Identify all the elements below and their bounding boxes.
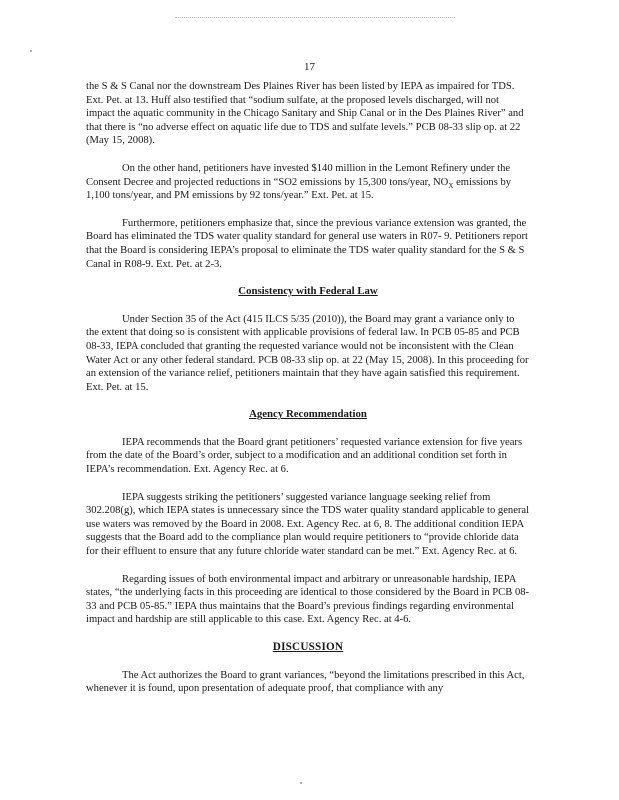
text-line: The Act authorizes the Board to grant variances, “beyond the limitations prescribed in [122, 669, 487, 681]
paragraph-section-35 [86, 313, 530, 395]
text-line: IEPA recommends that the Board grant petitioners’ requested variance extension for five [122, 436, 498, 448]
heading-federal-law: Consistency with Federal Law [238, 285, 378, 298]
text-line: IEPA suggests striking the petitioners’ suggested variance language seeking relief from [122, 491, 491, 503]
text-line: IEPA states, “the underlying facts in this proceeding are identical to those considered by the [86, 573, 516, 599]
paragraph-iepa-suggests [86, 491, 530, 559]
text-line: Under Section 35 of the Act (415 ILCS 5/35 (2010)), the Board may grant a variance [122, 313, 483, 325]
document-body [86, 80, 530, 710]
text-line: Furthermore, petitioners emphasize that, since the previous variance extension was [122, 217, 474, 229]
text-line: PCB 08-33 slip op. at 22 (May 15, 2008). [86, 121, 521, 147]
text-line: this Act, whenever it is found, upon presentation of adequate proof, that compliance with any [86, 669, 525, 695]
text-line: Board in PCB 08-33 and PCB 05-85.” IEPA thus maintains that the Board’s previous findings [86, 587, 530, 612]
text-line: emissions by 1,100 tons/year, and PM emissions by 92 tons/year.” Ext. Pet. at 15. [86, 176, 512, 202]
page-number: 17 [304, 61, 315, 73]
text-line: will not impact the aquatic community in the Chicago Sanitary and Ship Canal or in the Des [86, 94, 499, 120]
text-line: forth in IEPA’s recommendation. Ext. Agency Rec. at 6. [86, 450, 507, 476]
text-line: general use waters was removed by the Board in 2008. Ext. Agency Rec. at 6, 8. The additional [86, 505, 530, 530]
text-line: Regarding issues of both environmental impact and arbitrary or unreasonable hardship, [122, 573, 492, 585]
text-line: only to the extent that doing so is consistent with applicable provisions of federal law. In PCB [86, 313, 515, 339]
text-line: condition IEPA suggests that the Board add to the compliance plan would require petitioners to [86, 518, 524, 544]
text-line: 05-85 and PCB 08-33, IEPA concluded that granting the requested variance would not be [86, 327, 520, 352]
text-line: the Consent Decree and projected reductions in “SO2 emissions by 15,300 tons/year, NO [86, 162, 511, 188]
paragraph-iepa-recommends [86, 436, 530, 477]
text-line: “provide chloride data for their effluent to ensure that any future chloride water standard can be [86, 532, 519, 558]
paragraph-hardship [86, 573, 530, 627]
paragraph-investment [86, 162, 530, 203]
paragraph-tds-impairment [86, 80, 530, 148]
paragraph-act-authorizes [86, 669, 530, 696]
text-line: regarding environmental impact and hardship are still applicable to this case. Ext. Agency Rec. [86, 600, 515, 626]
text-line: TDS. Ext. Pet. at 13. Huff also testified that “sodium sulfate, at the proposed levels discharged, [86, 81, 515, 106]
text-line: (May 15, 2008). In this proceeding for an extension of the variance relief, petitioners maintain [86, 354, 529, 380]
text-line: the S & S Canal nor the downstream Des Plaines River has been listed by IEPA as impaired for [86, 81, 490, 92]
text-line: at 4-6. [384, 614, 412, 626]
paragraph-tds-standard [86, 217, 530, 271]
text-line: On the other hand, petitioners have invested $140 million in the Lemont Refinery under [122, 162, 495, 174]
text-line: 9. Petitioners report that the Board is considering IEPA’s proposal to eliminate the TDS water [86, 231, 528, 256]
heading-agency-recommendation: Agency Recommendation [249, 408, 367, 421]
text-line: years from the date of the Board’s order, subject to a modification and an additional condition set [86, 436, 523, 462]
text-line: quality standard for the S & S Canal in R08-9. Ext. Pet. at 2-3. [86, 244, 525, 270]
text-line: 302.208(g), which IEPA states is unnecessary since the TDS water quality standard applicable to [86, 505, 496, 517]
scan-header-artifact [175, 17, 455, 18]
text-line: inconsistent with the Clean Water Act or any other federal standard. PCB 08-33 slip op. at 22 [86, 340, 514, 366]
heading-discussion: DISCUSSION [272, 641, 344, 653]
scan-speck [30, 50, 32, 52]
text-line: granted, the Board has eliminated the TDS water quality standard for general use waters in R07- [86, 217, 527, 243]
nox-subscript: X [448, 181, 454, 190]
text-line: Plaines River” and that there is “no adverse effect on aquatic life due to TDS and sulfate levels.” [86, 108, 524, 133]
text-line: met.” Ext. Agency Rec. at 6. [396, 546, 518, 558]
text-line: that they have again satisfied this requirement. Ext. Pet. at 15. [86, 368, 520, 393]
scan-speck [300, 782, 302, 784]
